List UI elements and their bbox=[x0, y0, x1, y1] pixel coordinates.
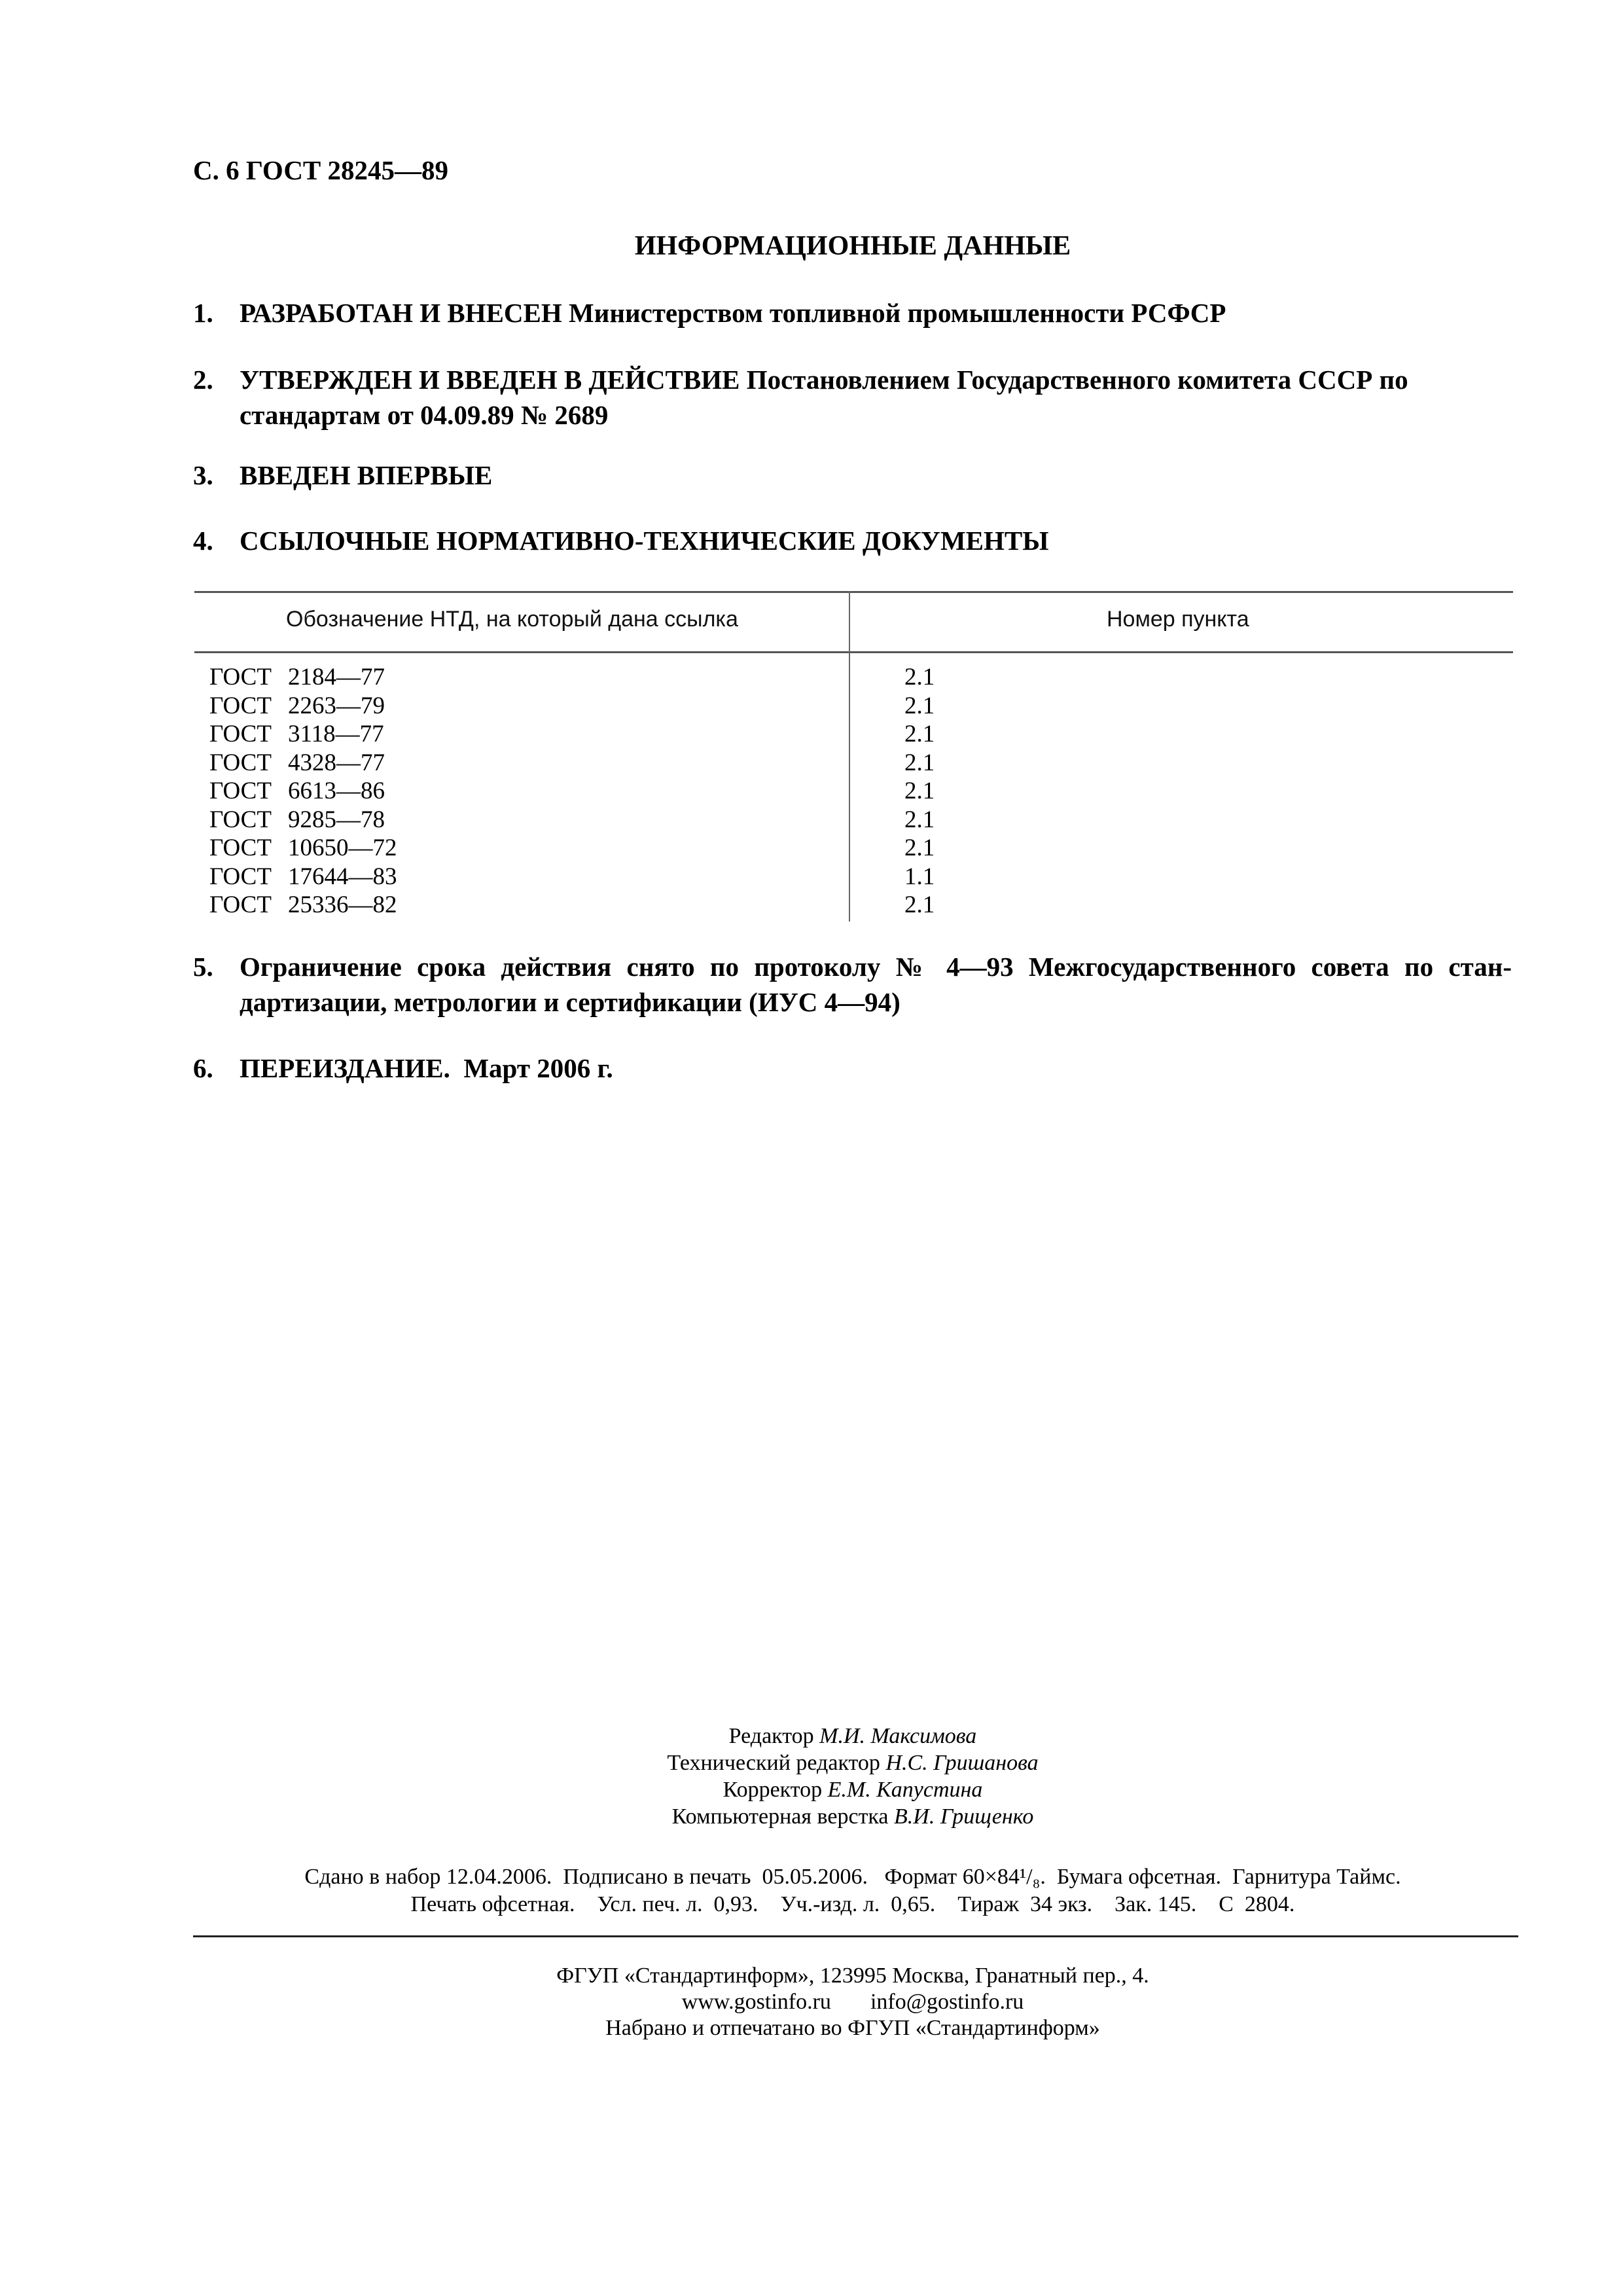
publisher-block bbox=[0, 1963, 1623, 2041]
std-prefix: ГОСТ bbox=[209, 749, 272, 776]
credits-block bbox=[0, 1723, 1623, 1830]
credit-layout: Компьютерная верстка В.И. Грищенко bbox=[671, 1804, 1034, 1829]
table-header-designation: Обозначение НТД, на который дана ссылка bbox=[286, 607, 738, 632]
item-number: 2. bbox=[193, 365, 213, 395]
info-item-3 bbox=[193, 457, 1512, 493]
std-prefix: ГОСТ bbox=[209, 721, 272, 747]
std-prefix: ГОСТ bbox=[209, 778, 272, 804]
document-title: ИНФОРМАЦИОННЫЕ ДАННЫЕ bbox=[634, 231, 1071, 261]
info-item-6 bbox=[193, 1050, 1512, 1086]
imprint-line-2: Печать офсетная. Усл. печ. л. 0,93. Уч.-изд. л. 0,65. Тираж 34 экз. Зак. 145. С 2804. bbox=[410, 1892, 1295, 1916]
footer-separator bbox=[193, 1935, 1518, 1937]
table-row-designation bbox=[209, 720, 397, 749]
page-header: С. 6 ГОСТ 28245—89 bbox=[193, 155, 449, 185]
item-number: 4. bbox=[193, 526, 213, 556]
publisher-address: ФГУП «Стандартинформ», 123995 Москва, Гранатный пер., 4. bbox=[556, 1964, 1149, 1988]
table-row-designation bbox=[209, 663, 397, 692]
table-row-designation bbox=[209, 692, 397, 721]
table-row-designation bbox=[209, 863, 397, 891]
std-prefix: ГОСТ bbox=[209, 806, 272, 833]
item-text: Постановлением Государственного комитета СССР по стандартам от 04.09.89 № 2689 bbox=[240, 365, 1408, 430]
table-row-clause: 2.1 bbox=[904, 721, 935, 747]
table-row-clause: 2.1 bbox=[904, 834, 935, 861]
info-item-1 bbox=[193, 295, 1512, 331]
table-row-clause: 2.1 bbox=[904, 692, 935, 719]
table-row-designation bbox=[209, 834, 397, 863]
table-header-rule bbox=[194, 651, 1513, 653]
std-prefix: ГОСТ bbox=[209, 863, 272, 890]
info-item-5 bbox=[193, 949, 1512, 1020]
std-number: 4328—77 bbox=[288, 749, 385, 776]
table-row-designation bbox=[209, 749, 397, 778]
std-number: 10650—72 bbox=[288, 834, 397, 861]
reference-table bbox=[194, 591, 1513, 922]
std-prefix: ГОСТ bbox=[209, 891, 272, 918]
item-lead: ПЕРЕИЗДАНИЕ. bbox=[240, 1053, 450, 1083]
publisher-printed-by: Набрано и отпечатано во ФГУП «Стандартинформ» bbox=[605, 2016, 1100, 2040]
table-header-clause: Номер пункта bbox=[1107, 607, 1249, 632]
item-number: 6. bbox=[193, 1053, 213, 1083]
std-prefix: ГОСТ bbox=[209, 834, 272, 861]
info-item-2 bbox=[193, 362, 1512, 433]
item-lead: РАЗРАБОТАН И ВНЕСЕН bbox=[240, 298, 562, 328]
table-top-rule bbox=[194, 591, 1513, 593]
item-lead: ВВЕДЕН ВПЕРВЫЕ bbox=[240, 460, 493, 490]
table-row-clause: 1.1 bbox=[904, 863, 935, 890]
std-number: 2184—77 bbox=[288, 664, 385, 691]
table-row-clause: 2.1 bbox=[904, 806, 935, 833]
table-designation-column bbox=[209, 663, 397, 920]
std-number: 2263—79 bbox=[288, 692, 385, 719]
table-clause-column bbox=[904, 663, 935, 920]
item-text: Министерством топливной промышленности РСФСР bbox=[569, 298, 1226, 328]
item-number: 5. bbox=[193, 952, 213, 982]
item-text: Ограничение срока действия снято по протоколу № 4—93 Межгосударственного совета по стан-дартизации, метрологии и сертификации (ИУС 4—94) bbox=[240, 952, 1512, 1017]
item-lead: УТВЕРЖДЕН И ВВЕДЕН В ДЕЙСТВИЕ bbox=[240, 365, 740, 395]
credit-tech-editor: Технический редактор Н.С. Гришанова bbox=[667, 1751, 1039, 1775]
table-row-clause: 2.1 bbox=[904, 891, 935, 918]
publisher-contacts bbox=[0, 1989, 1623, 2015]
std-prefix: ГОСТ bbox=[209, 664, 272, 691]
table-row-clause: 2.1 bbox=[904, 749, 935, 776]
table-row-designation bbox=[209, 891, 397, 920]
info-item-4 bbox=[193, 523, 1512, 558]
std-number: 25336—82 bbox=[288, 891, 397, 918]
table-row-designation bbox=[209, 777, 397, 806]
item-lead: ССЫЛОЧНЫЕ НОРМАТИВНО-ТЕХНИЧЕСКИЕ ДОКУМЕНТЫ bbox=[240, 526, 1049, 556]
item-number: 1. bbox=[193, 298, 213, 328]
table-row-designation bbox=[209, 806, 397, 834]
credit-editor: Редактор М.И. Максимова bbox=[728, 1724, 977, 1748]
table-row-clause: 2.1 bbox=[904, 664, 935, 691]
credit-proofreader: Корректор Е.М. Капустина bbox=[722, 1778, 983, 1802]
std-number: 6613—86 bbox=[288, 778, 385, 804]
std-number: 3118—77 bbox=[288, 721, 384, 747]
item-number: 3. bbox=[193, 460, 213, 490]
std-number: 17644—83 bbox=[288, 863, 397, 890]
imprint-line-1: Сдано в набор 12.04.2006. Подписано в печать 05.05.2006. Формат 60×84¹/₈. Бумага офсетная. Гарнитура Таймс. bbox=[304, 1865, 1401, 1889]
std-prefix: ГОСТ bbox=[209, 692, 272, 719]
publisher-website-link[interactable]: www.gostinfo.ru bbox=[681, 1990, 831, 2014]
table-column-divider bbox=[849, 591, 850, 922]
std-number: 9285—78 bbox=[288, 806, 385, 833]
publisher-email-link[interactable]: info@gostinfo.ru bbox=[870, 1990, 1024, 2014]
item-text: Март 2006 г. bbox=[463, 1053, 613, 1083]
table-row-clause: 2.1 bbox=[904, 778, 935, 804]
